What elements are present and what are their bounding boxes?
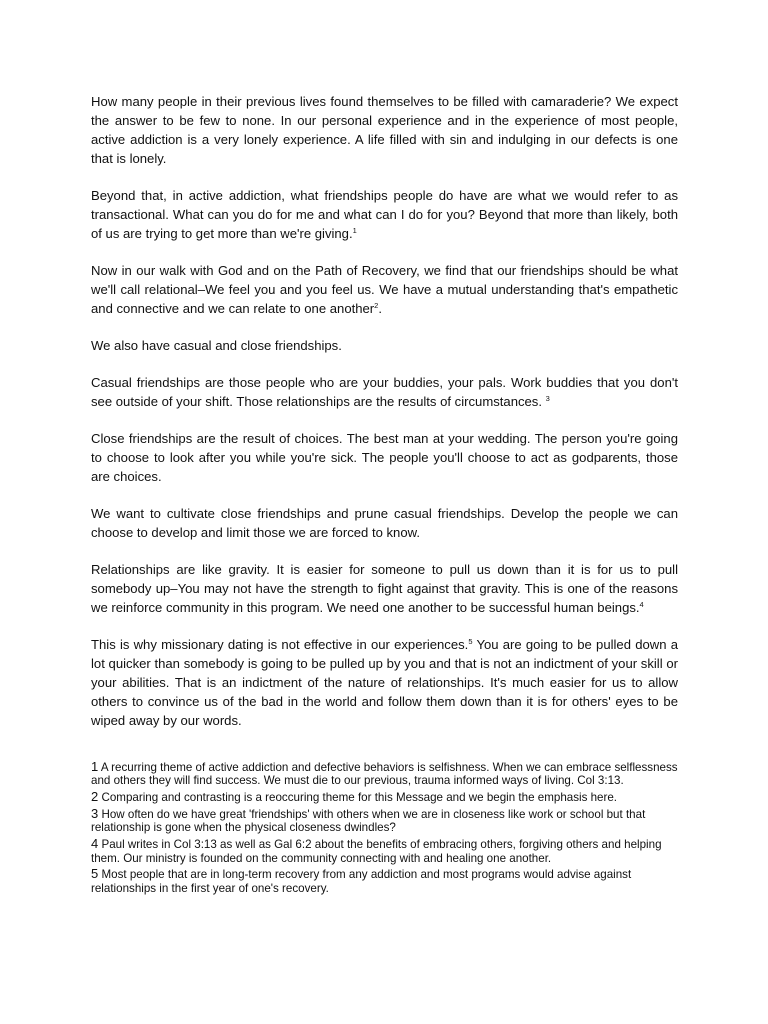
footnote-text: Most people that are in long-term recovery from any addiction and most programs would advise against relationships in the first year of one's recovery. [91, 868, 632, 895]
paragraph-cultivate [91, 504, 678, 542]
footnote-text: How often do we have great 'friendships' with others when we are in closeness like work or school but that relationship is gone when the physical closeness dwindles? [91, 808, 646, 835]
paragraph-text: This is why missionary dating is not effective in our experiences. [91, 637, 469, 652]
footnote-2 [91, 790, 678, 804]
footnote-text: Paul writes in Col 3:13 as well as Gal 6:2 about the benefits of embracing others, forgiving others and helping them. Our ministry is founded on the community connecting with and healing one another. [91, 838, 662, 865]
paragraph-text-tail: You are going to be pulled down a lot quicker than somebody is going to be pulled up by you and that is not an indictment of your skill or your abilities. That is an indictment of the nature of relationships. It's much easier for us to allow others to convince us of the bad in the world and follow them down than it is for others' eyes to be wiped away by our words. [91, 637, 678, 728]
paragraph-transactional [91, 186, 678, 243]
paragraph-missionary-dating [91, 635, 678, 730]
paragraph-text: Now in our walk with God and on the Path of Recovery, we find that our friendships should be what we'll call relational–We feel you and you feel us. We have a mutual understanding that's empathetic and connective and we can relate to one another [91, 263, 678, 316]
paragraph-casual-close [91, 336, 678, 355]
paragraph-relational [91, 261, 678, 318]
footnote-reference[interactable]: 2 [374, 301, 379, 310]
paragraph-gravity [91, 560, 678, 617]
footnote-reference[interactable]: 1 [352, 226, 357, 235]
footnote-3 [91, 807, 678, 835]
footnote-reference[interactable]: 5 [468, 637, 473, 646]
paragraph-text: Close friendships are the result of choices. The best man at your wedding. The person you're going to choose to look after you while you're sick. The people you'll choose to act as godparents, those are choices. [91, 431, 678, 484]
footnotes [91, 760, 678, 895]
footnote-text: Comparing and contrasting is a reoccuring theme for this Message and we begin the emphasis here. [101, 791, 618, 805]
footnote-reference[interactable]: 4 [639, 600, 644, 609]
footnote-text: A recurring theme of active addiction and defective behaviors is selfishness. When we can embrace selflessness and others they will find success. We must die to our previous, trauma informed ways of living. Col 3:13. [91, 761, 678, 788]
paragraph-text-tail: . [378, 301, 382, 316]
footnote-5 [91, 867, 678, 895]
footnote-4 [91, 837, 678, 865]
paragraph-close-friendships [91, 429, 678, 486]
paragraph-text: We also have casual and close friendships. [91, 338, 342, 353]
document-page [91, 92, 678, 898]
paragraph-camaraderie [91, 92, 678, 168]
footnote-number: 3 [91, 806, 99, 822]
paragraph-text: We want to cultivate close friendships and prune casual friendships. Develop the people we can choose to develop and limit those we are forced to know. [91, 506, 678, 540]
paragraph-text: Casual friendships are those people who are your buddies, your pals. Work buddies that you don't see outside of your shift. Those relationships are the results of circumstances. [91, 375, 678, 409]
footnote-1 [91, 760, 678, 788]
footnote-number: 2 [91, 789, 99, 805]
footnote-number: 5 [91, 866, 99, 882]
paragraph-text: How many people in their previous lives found themselves to be filled with camaraderie? We expect the answer to be few to none. In our personal experience and in the experience of most people, active addiction is a very lonely experience. A life filled with sin and indulging in our defects is one that is lonely. [91, 94, 678, 166]
paragraph-text: Relationships are like gravity. It is easier for someone to pull us down than it is for us to pull somebody up–You may not have the strength to fight against that gravity. This is one of the reasons we reinforce community in this program. We need one another to be successful human beings. [91, 562, 678, 615]
paragraph-text: Beyond that, in active addiction, what friendships people do have are what we would refer to as transactional. What can you do for me and what can I do for you? Beyond that more than likely, both of us are trying to get more than we're giving. [91, 188, 678, 241]
footnote-number: 4 [91, 836, 99, 852]
footnote-number: 1 [91, 759, 99, 774]
footnote-reference[interactable]: 3 [545, 394, 550, 403]
document-body [91, 92, 678, 730]
paragraph-casual-friendships [91, 373, 678, 411]
